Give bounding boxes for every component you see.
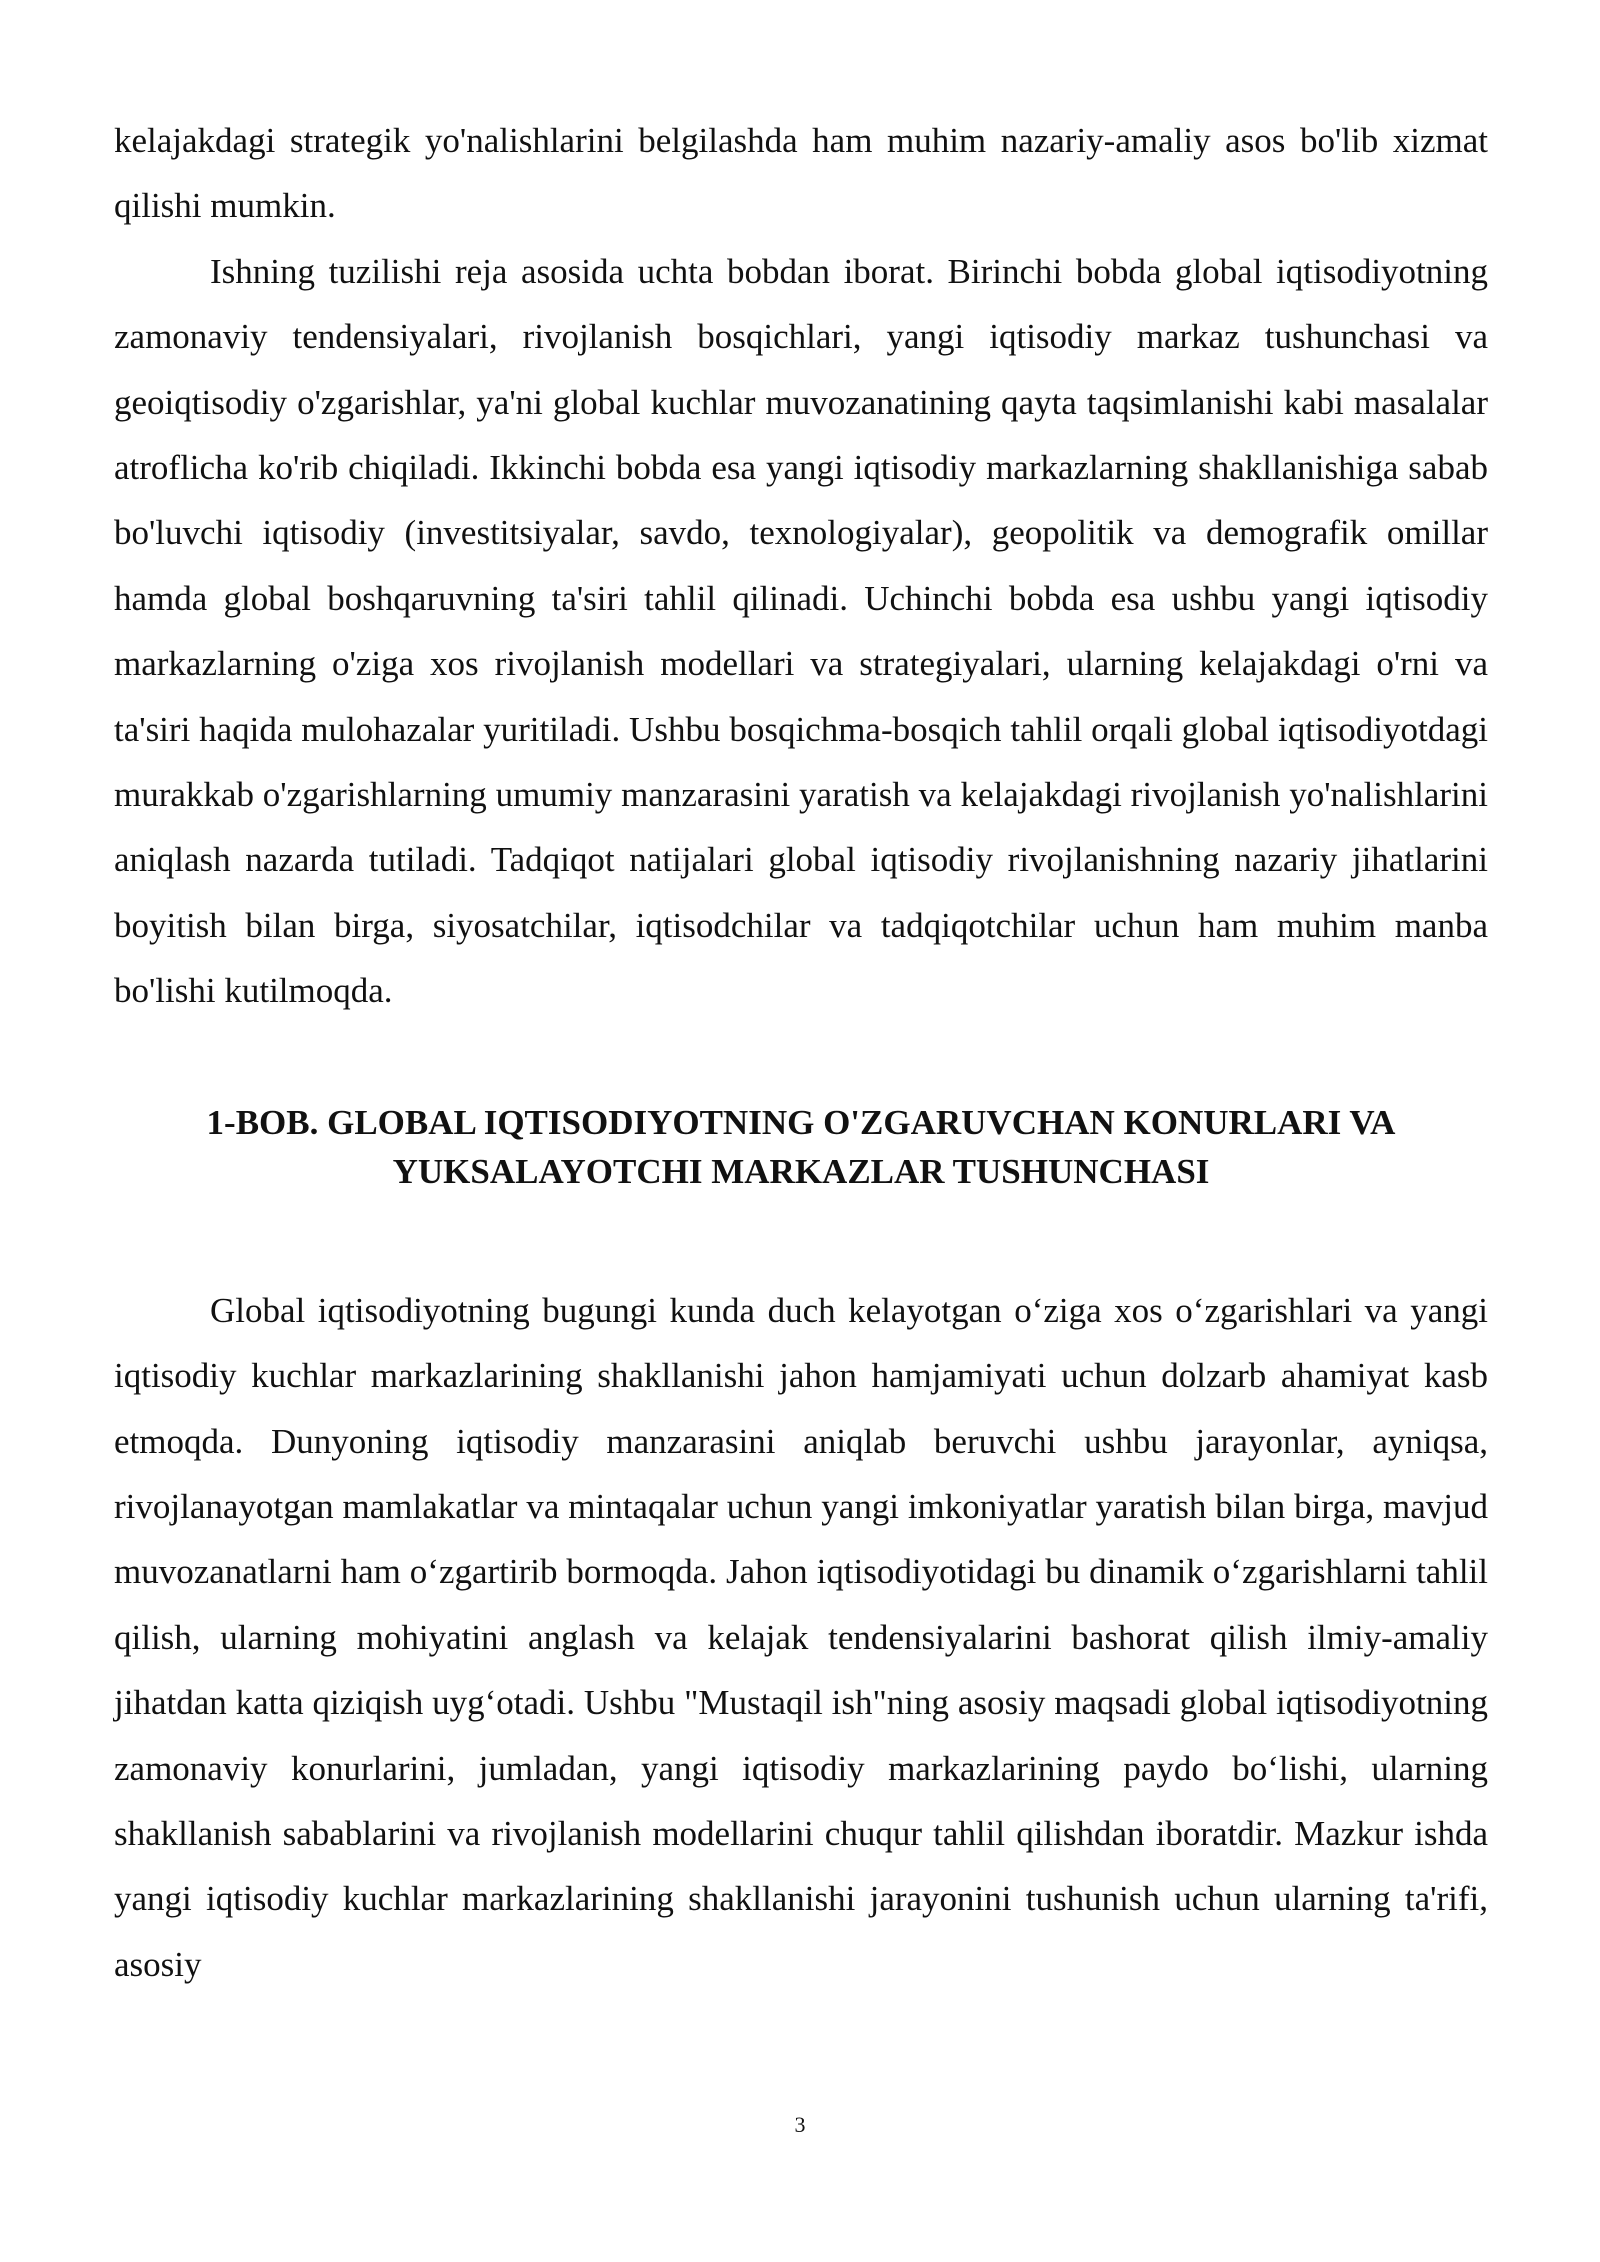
chapter-heading-line-1: 1-BOB. GLOBAL IQTISODIYOTNING O'ZGARUVCHAN KONURLARI VA	[206, 1102, 1396, 1142]
paragraph-continuation: kelajakdagi strategik yo'nalishlarini belgilashda ham muhim nazariy-amaliy asos bo'lib xizmat qilishi mumkin.	[114, 121, 1488, 226]
paragraph-structure: Ishning tuzilishi reja asosida uchta bobdan iborat. Birinchi bobda global iqtisodiyotning zamonaviy tendensiyalari, rivojlanish bosqichlari, yangi iqtisodiy markaz tushunchasi va geoiqtisodiy o'zgarishlar, ya'ni global kuchlar muvozanatining qayta taqsimlanishi kabi masalalar atroflicha ko'rib chiqiladi. Ikkinchi bobda esa yangi iqtisodiy markazlarning shakllanishiga sabab bo'luvchi iqtisodiy (investitsiyalar, savdo, texnologiyalar), geopolitik va demografik omillar hamda global boshqaruvning ta'siri tahlil qilinadi. Uchinchi bobda esa ushbu yangi iqtisodiy markazlarning o'ziga xos rivojlanish modellari va strategiyalari, ularning kelajakdagi o'rni va ta'siri haqida mulohazalar yuritiladi. Ushbu bosqichma-bosqich tahlil orqali global iqtisodiyotdagi murakkab o'zgarishlarning umumiy manzarasini yaratish va kelajakdagi rivojlanish yo'nalishlarini aniqlash nazarda tutiladi. Tadqiqot natijalari global iqtisodiy rivojlanishning nazariy jihatlarini boyitish bilan birga, siyosatchilar, iqtisodchilar va tadqiqotchilar uchun ham muhim manba bo'lishi kutilmoqda.	[114, 251, 1488, 1011]
heading-spacer	[114, 1196, 1488, 1278]
chapter-heading	[114, 1098, 1488, 1196]
chapter-heading-line-2: YUKSALAYOTCHI MARKAZLAR TUSHUNCHASI	[392, 1151, 1210, 1191]
paragraph-introduction: Global iqtisodiyotning bugungi kunda duch kelayotgan o‘ziga xos o‘zgarishlari va yangi iqtisodiy kuchlar markazlarining shakllanishi jahon hamjamiyati uchun dolzarb ahamiyat kasb etmoqda. Dunyoning iqtisodiy manzarasini aniqlab beruvchi ushbu jarayonlar, ayniqsa, rivojlanayotgan mamlakatlar va mintaqalar uchun yangi imkoniyatlar yaratish bilan birga, mavjud muvozanatlarni ham o‘zgartirib bormoqda. Jahon iqtisodiyotidagi bu dinamik o‘zgarishlarni tahlil qilish, ularning mohiyatini anglash va kelajak tendensiyalarini bashorat qilish ilmiy-amaliy jihatdan katta qiziqish uyg‘otadi. Ushbu "Mustaqil ish"ning asosiy maqsadi global iqtisodiyotning zamonaviy konurlarini, jumladan, yangi iqtisodiy markazlarining paydo bo‘lishi, ularning shakllanish sabablarini va rivojlanish modellarini chuqur tahlil qilishdan iboratdir. Mazkur ishda yangi iqtisodiy kuchlar markazlarining shakllanishi jarayonini tushunish uchun ularning ta'rifi, asosiy	[114, 1290, 1488, 1984]
page-number: 3	[794, 2112, 806, 2137]
page-content	[114, 108, 1488, 1997]
